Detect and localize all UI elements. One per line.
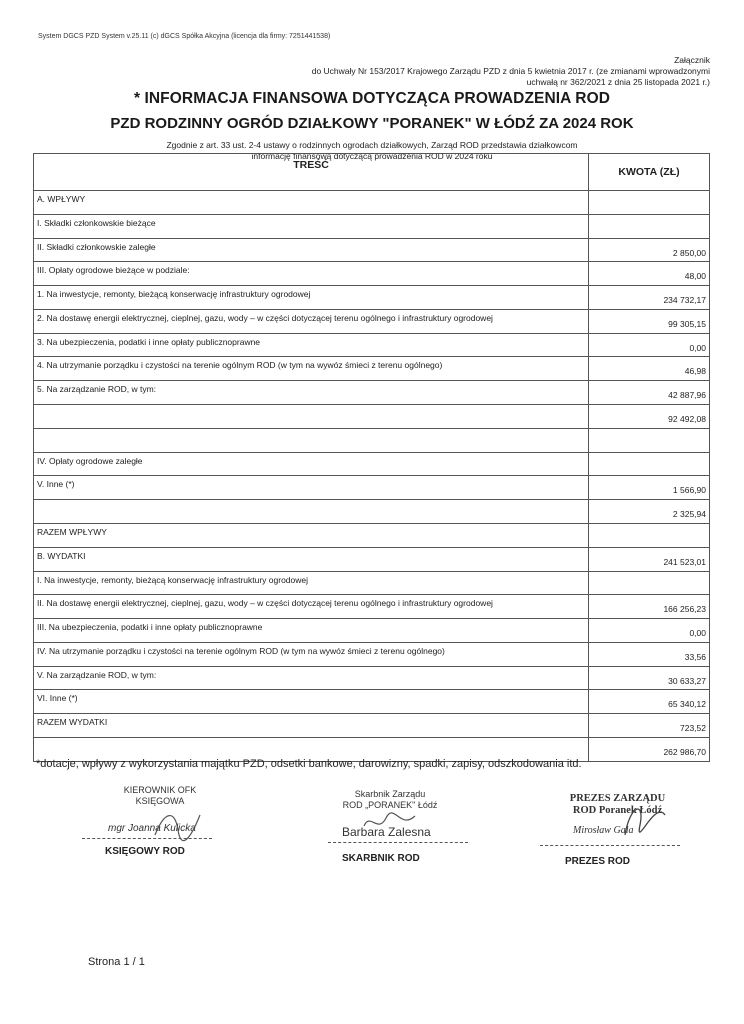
row-label: IV. Opłaty ogrodowe zaległe bbox=[34, 452, 589, 476]
row-amount bbox=[589, 214, 710, 238]
row-amount: 723,52 bbox=[589, 714, 710, 738]
row-label: RAZEM WPŁYWY bbox=[34, 523, 589, 547]
row-amount: 1 566,90 bbox=[589, 476, 710, 500]
president-stamp-line1: PREZES ZARZĄDU bbox=[569, 793, 666, 804]
row-label: 1. Na inwestycje, remonty, bieżącą konserwację infrastruktury ogrodowej bbox=[34, 286, 589, 310]
row-amount bbox=[589, 523, 710, 547]
table-row bbox=[34, 500, 710, 524]
row-label bbox=[34, 428, 589, 452]
row-amount: 0,00 bbox=[589, 333, 710, 357]
document-title: * INFORMACJA FINANSOWA DOTYCZĄCA PROWADZENIA ROD bbox=[133, 90, 611, 107]
row-label: I. Na inwestycje, remonty, bieżącą konserwację infrastruktury ogrodowej bbox=[34, 571, 589, 595]
table-row bbox=[34, 191, 710, 215]
row-label: B. WYDATKI bbox=[34, 547, 589, 571]
column-header-content: TREŚĆ bbox=[34, 154, 589, 191]
table-row bbox=[34, 714, 710, 738]
table-row bbox=[34, 286, 710, 310]
accountant-stamp bbox=[110, 785, 210, 807]
table-row bbox=[34, 309, 710, 333]
row-label: A. WPŁYWY bbox=[34, 191, 589, 215]
accountant-name: mgr Joanna Kulicka bbox=[108, 823, 196, 834]
row-amount: 65 340,12 bbox=[589, 690, 710, 714]
treasurer-stamp-line1: Skarbnik Zarządu bbox=[354, 789, 426, 799]
row-amount: 262 986,70 bbox=[589, 737, 710, 761]
table-row bbox=[34, 666, 710, 690]
row-label: RAZEM WYDATKI bbox=[34, 714, 589, 738]
row-amount: 92 492,08 bbox=[589, 405, 710, 429]
row-amount bbox=[589, 191, 710, 215]
annex-amendment-line: uchwałą nr 362/2021 z dnia 25 listopada 2021 r.) bbox=[526, 77, 710, 87]
row-label: III. Opłaty ogrodowe bieżące w podziale: bbox=[34, 262, 589, 286]
row-label: VI. Inne (*) bbox=[34, 690, 589, 714]
row-amount bbox=[589, 428, 710, 452]
table-row bbox=[34, 428, 710, 452]
row-amount: 33,56 bbox=[589, 642, 710, 666]
row-label: V. Na zarządzanie ROD, w tym: bbox=[34, 666, 589, 690]
row-amount: 2 850,00 bbox=[589, 238, 710, 262]
table-row bbox=[34, 405, 710, 429]
intro-line-1: Zgodnie z art. 33 ust. 2-4 ustawy o rodzinnych ogrodach działkowych, Zarząd ROD przedstawia działkowcom bbox=[166, 140, 578, 150]
row-label: II. Na dostawę energii elektrycznej, cieplnej, gazu, wody – w części dotyczącej terenu ogólnego i infrastruktury ogrodowej bbox=[34, 595, 589, 619]
row-label bbox=[34, 500, 589, 524]
table-row bbox=[34, 571, 710, 595]
table-row bbox=[34, 357, 710, 381]
row-amount: 0,00 bbox=[589, 619, 710, 643]
table-row bbox=[34, 214, 710, 238]
accountant-stamp-line1: KIEROWNIK OFK bbox=[123, 785, 197, 795]
row-label: 2. Na dostawę energii elektrycznej, cieplnej, gazu, wody – w części dotyczącej terenu ogólnego i infrastruktury ogrodowej bbox=[34, 309, 589, 333]
row-label: III. Na ubezpieczenia, podatki i inne opłaty publicznoprawne bbox=[34, 619, 589, 643]
footnote: *dotacje, wpływy z wykorzystania majątku PZD, odsetki bankowe, darowizny, spadki, zapisy, odszkodowania itd. bbox=[36, 758, 582, 770]
table-row bbox=[34, 619, 710, 643]
accountant-signature bbox=[150, 805, 210, 845]
treasurer-role: SKARBNIK ROD bbox=[342, 853, 420, 864]
table-row bbox=[34, 238, 710, 262]
table-body bbox=[34, 191, 710, 762]
president-role: PREZES ROD bbox=[565, 856, 631, 867]
annex-resolution-line: do Uchwały Nr 153/2017 Krajowego Zarządu PZD z dnia 5 kwietnia 2017 r. (ze zmianami wprowadzonymi bbox=[311, 66, 710, 76]
accountant-signature-line bbox=[82, 838, 212, 839]
row-label: 5. Na zarządzanie ROD, w tym: bbox=[34, 381, 589, 405]
financial-table bbox=[33, 153, 710, 762]
row-amount: 2 325,94 bbox=[589, 500, 710, 524]
table-row bbox=[34, 381, 710, 405]
row-amount: 166 256,23 bbox=[589, 595, 710, 619]
column-header-amount: KWOTA (ZŁ) bbox=[589, 154, 710, 191]
row-label: I. Składki członkowskie bieżące bbox=[34, 214, 589, 238]
table-row bbox=[34, 595, 710, 619]
row-amount: 48,00 bbox=[589, 262, 710, 286]
table-row bbox=[34, 262, 710, 286]
row-label: II. Składki członkowskie zaległe bbox=[34, 238, 589, 262]
row-label: 4. Na utrzymanie porządku i czystości na terenie ogólnym ROD (w tym na wywóz śmieci z terenu ogólnego) bbox=[34, 357, 589, 381]
row-label: IV. Na utrzymanie porządku i czystości na terenie ogólnym ROD (w tym na wywóz śmieci z terenu ogólnego) bbox=[34, 642, 589, 666]
row-amount bbox=[589, 452, 710, 476]
table-row bbox=[34, 547, 710, 571]
president-signature-line bbox=[540, 845, 680, 846]
table-row bbox=[34, 642, 710, 666]
accountant-stamp-line2: KSIĘGOWA bbox=[135, 796, 185, 806]
president-name: Mirosław Gala bbox=[573, 825, 634, 836]
table-header-row bbox=[34, 154, 710, 191]
table-row bbox=[34, 476, 710, 500]
row-amount bbox=[589, 571, 710, 595]
row-amount: 241 523,01 bbox=[589, 547, 710, 571]
accountant-role: KSIĘGOWY ROD bbox=[105, 846, 185, 857]
page-number: Strona 1 / 1 bbox=[88, 956, 145, 968]
system-info-line: System DGCS PZD System v.25.11 (c) dGCS Spółka Akcyjna (licencja dla firmy: 7251441538) bbox=[38, 33, 331, 40]
row-label: 3. Na ubezpieczenia, podatki i inne opłaty publicznoprawne bbox=[34, 333, 589, 357]
row-amount: 42 887,96 bbox=[589, 381, 710, 405]
treasurer-name: Barbara Zalesna bbox=[342, 825, 431, 839]
treasurer-stamp-line2: ROD „PORANEK" Łódź bbox=[342, 800, 438, 810]
row-label: V. Inne (*) bbox=[34, 476, 589, 500]
row-label bbox=[34, 405, 589, 429]
row-amount: 99 305,15 bbox=[589, 309, 710, 333]
row-amount: 30 633,27 bbox=[589, 666, 710, 690]
treasurer-signature-line bbox=[328, 842, 468, 843]
annex-label: Załącznik bbox=[674, 55, 710, 65]
row-amount: 234 732,17 bbox=[589, 286, 710, 310]
document-subtitle: PZD RODZINNY OGRÓD DZIAŁKOWY "PORANEK" W ŁÓDŹ ZA 2024 ROK bbox=[110, 115, 634, 132]
table-row bbox=[34, 333, 710, 357]
president-stamp-line2: ROD Poranek Łódź bbox=[572, 805, 663, 816]
table-row bbox=[34, 523, 710, 547]
intro-line-2: informację finansową dotyczącą prowadzenia ROD w 2024 roku bbox=[251, 150, 493, 161]
table-row bbox=[34, 690, 710, 714]
table-row bbox=[34, 452, 710, 476]
row-amount: 46,98 bbox=[589, 357, 710, 381]
